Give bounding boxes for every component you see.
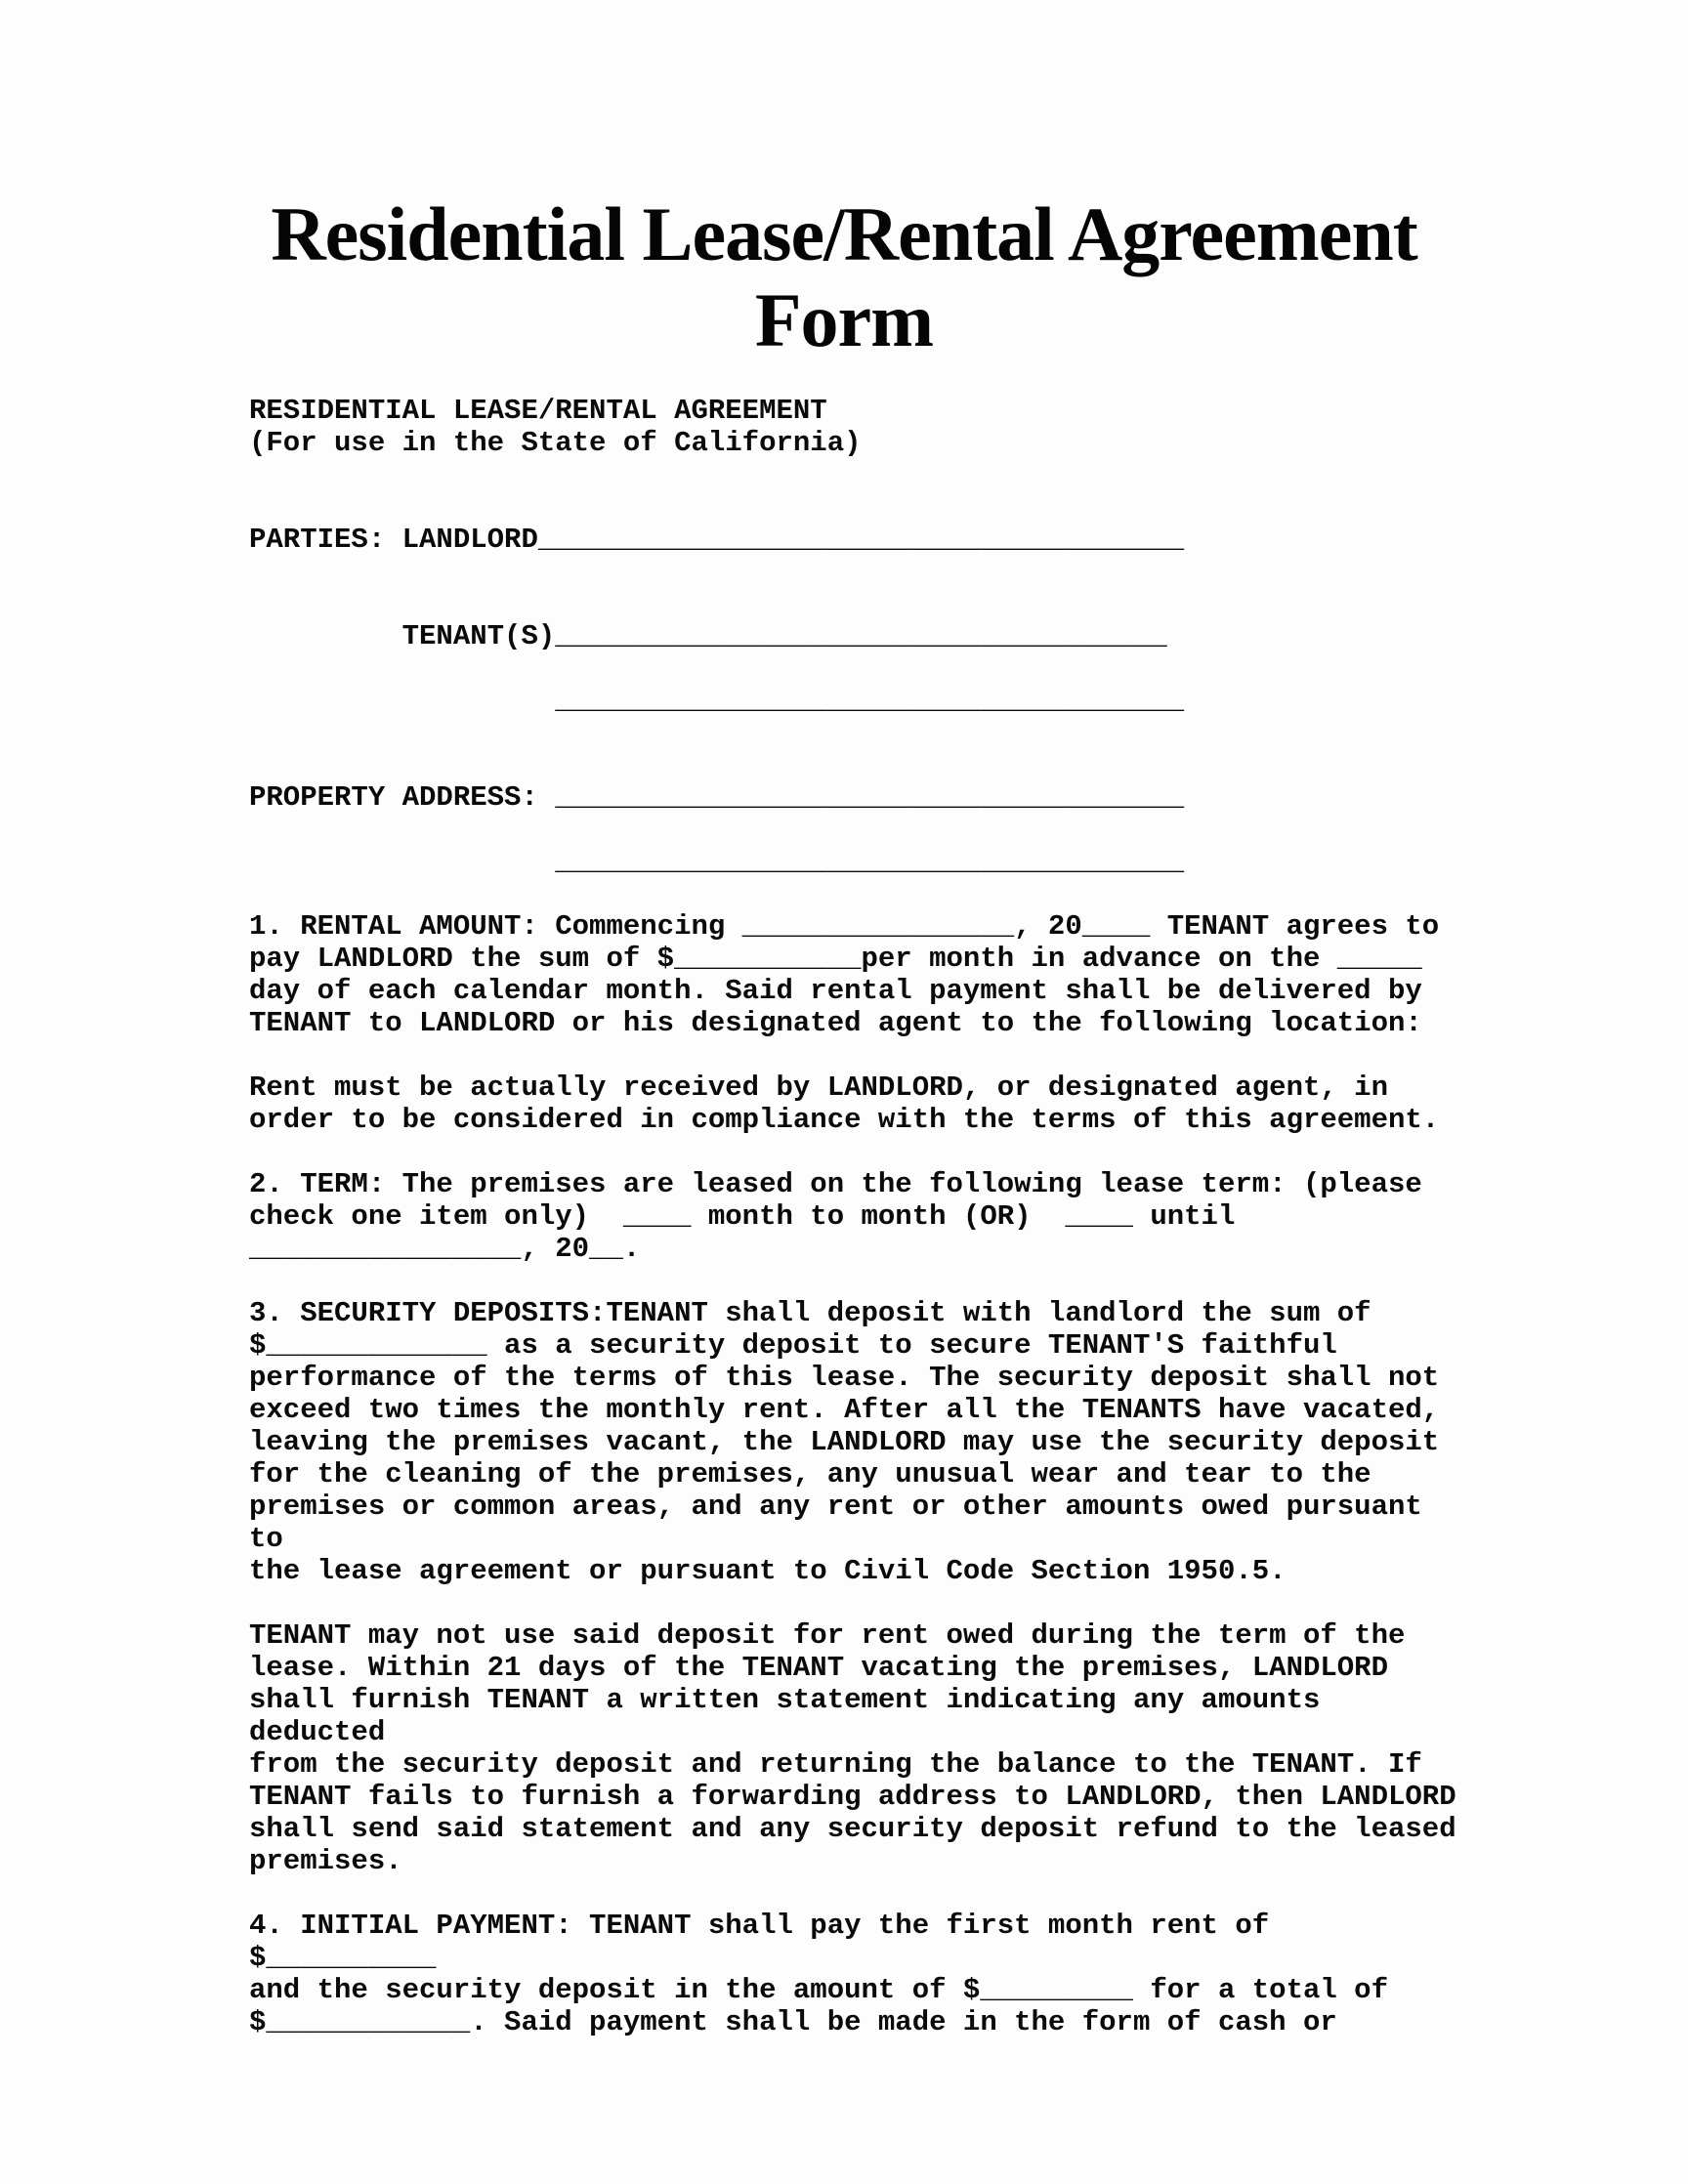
document-line	[249, 1587, 1456, 1619]
document-line: _____________________________________	[249, 685, 1185, 717]
document-line: TENANT may not use said deposit for rent owed during the term of the	[249, 1619, 1406, 1652]
document-line: day of each calendar month. Said rental payment shall be delivered by	[249, 975, 1422, 1007]
document-line: 4. INITIAL PAYMENT: TENANT shall pay the first month rent of	[249, 1910, 1270, 1942]
document-line: from the security deposit and returning the balance to the TENANT. If	[249, 1748, 1422, 1781]
document-line: check one item only) ____ month to month (OR) ____ until	[249, 1200, 1236, 1233]
document-line: the lease agreement or pursuant to Civil Code Section 1950.5.	[249, 1555, 1287, 1587]
document-line: shall send said statement and any security deposit refund to the leased	[249, 1813, 1456, 1845]
document-line	[249, 717, 1456, 749]
document-line	[249, 459, 1456, 491]
document-line: deducted	[249, 1716, 386, 1748]
document-line: _____________________________________	[249, 846, 1185, 878]
document-line	[249, 491, 1456, 524]
document-line: ________________, 20__.	[249, 1233, 641, 1265]
document-line	[249, 1265, 1456, 1297]
document-line: exceed two times the monthly rent. After all the TENANTS have vacated,	[249, 1394, 1440, 1426]
document-line: for the cleaning of the premises, any unusual wear and tear to the	[249, 1458, 1372, 1491]
form-title-line-1: Residential Lease/Rental Agreement	[271, 191, 1417, 276]
document-line: premises.	[249, 1845, 402, 1877]
document-line: 3. SECURITY DEPOSITS:TENANT shall deposit with landlord the sum of	[249, 1297, 1372, 1329]
document-line	[249, 1877, 1456, 1910]
document-line	[249, 749, 1456, 781]
document-line	[249, 652, 1456, 685]
document-line	[249, 1039, 1456, 1071]
form-title-line-2: Form	[754, 277, 934, 362]
document-line	[249, 556, 1456, 588]
document-line: RESIDENTIAL LEASE/RENTAL AGREEMENT	[249, 395, 827, 427]
document-line: order to be considered in compliance with the terms of this agreement.	[249, 1104, 1440, 1136]
document-line: 1. RENTAL AMOUNT: Commencing ________________, 20____ TENANT agrees to	[249, 910, 1440, 943]
document-line	[249, 588, 1456, 620]
document-line: 2. TERM: The premises are leased on the following lease term: (please	[249, 1168, 1422, 1200]
document-line: and the security deposit in the amount of $_________ for a total of	[249, 1974, 1388, 2006]
document-line: $_____________ as a security deposit to secure TENANT'S faithful	[249, 1329, 1337, 1362]
form-title	[0, 191, 1688, 363]
document-line: TENANT(S)____________________________________	[249, 620, 1167, 652]
document-line: PARTIES: LANDLORD______________________________________	[249, 524, 1185, 556]
document-line: premises or common areas, and any rent or other amounts owed pursuant	[249, 1491, 1422, 1523]
document-line	[249, 814, 1456, 846]
document-line: $____________. Said payment shall be made in the form of cash or	[249, 2006, 1337, 2038]
document-line: $__________	[249, 1942, 437, 1974]
document-line: pay LANDLORD the sum of $___________per month in advance on the _____	[249, 943, 1422, 975]
document-line: shall furnish TENANT a written statement indicating any amounts	[249, 1684, 1321, 1716]
document-line	[249, 1136, 1456, 1168]
document-line: (For use in the State of California)	[249, 427, 862, 459]
document-line: Rent must be actually received by LANDLORD, or designated agent, in	[249, 1071, 1388, 1104]
document-line: leaving the premises vacant, the LANDLORD may use the security deposit	[249, 1426, 1440, 1458]
document-line: to	[249, 1523, 283, 1555]
document-line: TENANT to LANDLORD or his designated agent to the following location:	[249, 1007, 1422, 1039]
document-line: lease. Within 21 days of the TENANT vacating the premises, LANDLORD	[249, 1652, 1388, 1684]
document-line	[249, 878, 1456, 910]
document-line: performance of the terms of this lease. The security deposit shall not	[249, 1362, 1440, 1394]
document-body	[249, 395, 1456, 2038]
document-line: TENANT fails to furnish a forwarding address to LANDLORD, then LANDLORD	[249, 1781, 1456, 1813]
document-line: PROPERTY ADDRESS: _____________________________________	[249, 781, 1185, 814]
